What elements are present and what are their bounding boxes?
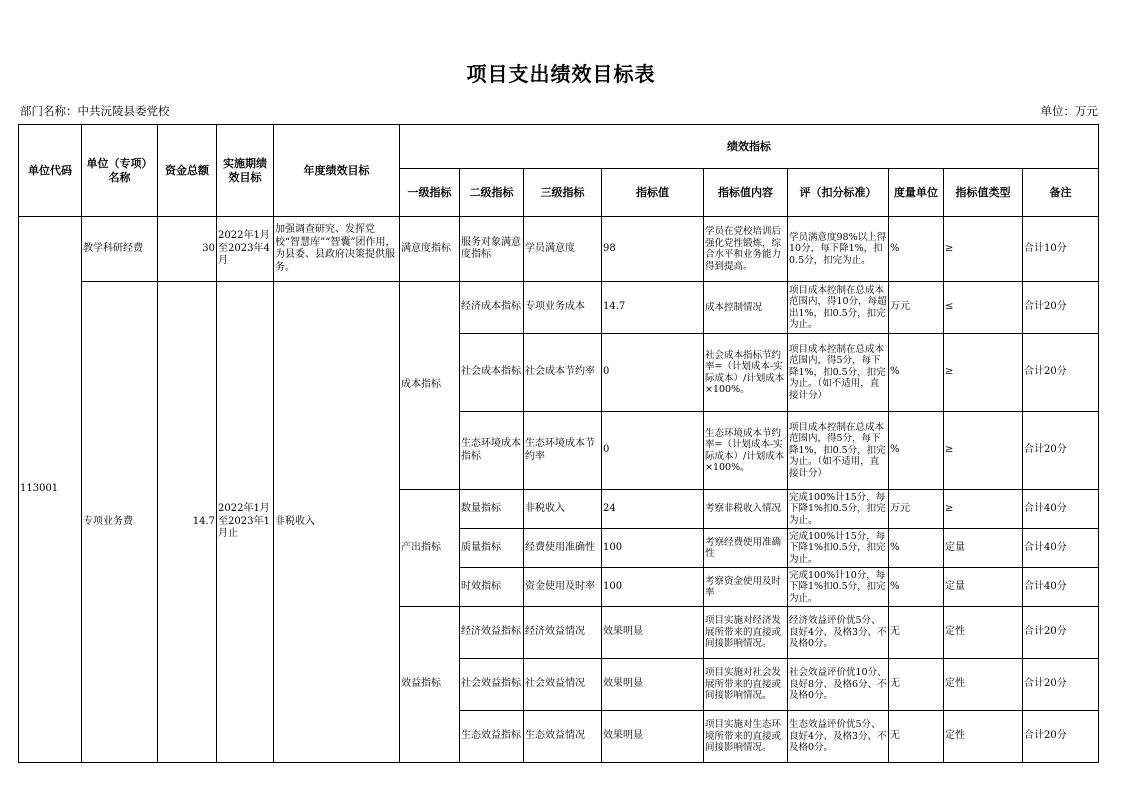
level1-cell: 成本指标	[400, 282, 460, 490]
annual-goal-cell: 加强调查研究、发挥党校“智慧库”“智囊”团作用，为县委、县政府决策提供服务。	[274, 217, 400, 282]
note-cell: 合计40分	[1023, 568, 1099, 607]
level2-cell: 数量指标	[460, 490, 524, 529]
score-cell: 完成100%计15分，每下降1%扣0.5分，扣完为止。	[788, 490, 889, 529]
measure-cell: %	[889, 568, 944, 607]
vtype-cell: 定性	[944, 659, 1023, 711]
measure-cell: 万元	[889, 490, 944, 529]
vtype-cell: ≥	[944, 490, 1023, 529]
value-cell: 100	[602, 529, 704, 568]
header-value-content: 指标值内容	[704, 169, 788, 217]
value-cell: 效果明显	[602, 607, 704, 659]
annual-goal-cell: 非税收入	[274, 282, 400, 763]
header-level2: 二级指标	[460, 169, 524, 217]
value-cell: 0	[602, 412, 704, 490]
project-name-cell: 教学科研经费	[82, 217, 158, 282]
value-cell: 0	[602, 334, 704, 412]
measure-cell: %	[889, 217, 944, 282]
department-name: 部门名称：中共沅陵县委党校	[20, 104, 170, 118]
measure-cell: %	[889, 412, 944, 490]
header-level1: 一级指标	[400, 169, 460, 217]
measure-cell: 无	[889, 659, 944, 711]
level3-cell: 资金使用及时率	[524, 568, 602, 607]
period-cell: 2022年1月至2023年1月止	[217, 282, 274, 763]
header-note: 备注	[1023, 169, 1099, 217]
value-cell: 效果明显	[602, 659, 704, 711]
unit-label: 单位：万元	[1040, 104, 1098, 118]
measure-cell: 万元	[889, 282, 944, 334]
note-cell: 合计40分	[1023, 529, 1099, 568]
content-cell: 考察经费使用准确性	[704, 529, 788, 568]
score-cell: 学员满意度98%以上得10分，每下降1%，扣0.5分，扣完为止。	[788, 217, 889, 282]
header-unit-code: 单位代码	[19, 125, 82, 217]
level2-cell: 生态环境成本指标	[460, 412, 524, 490]
score-cell: 完成100%计15分，每下降1%扣0.5分，扣完为止。	[788, 529, 889, 568]
fund-cell: 30	[158, 217, 217, 282]
table-row	[19, 282, 1099, 334]
value-cell: 100	[602, 568, 704, 607]
level1-cell: 满意度指标	[400, 217, 460, 282]
header-measure-unit: 度量单位	[889, 169, 944, 217]
level2-cell: 社会成本指标	[460, 334, 524, 412]
header-annual-goal: 年度绩效目标	[274, 125, 400, 217]
level3-cell: 生态环境成本节约率	[524, 412, 602, 490]
vtype-cell: ≥	[944, 412, 1023, 490]
level3-cell: 社会成本节约率	[524, 334, 602, 412]
header-level3: 三级指标	[524, 169, 602, 217]
level3-cell: 学员满意度	[524, 217, 602, 282]
score-cell: 社会效益评价优10分、良好8分、及格6分、不及格0分。	[788, 659, 889, 711]
content-cell: 成本控制情况	[704, 282, 788, 334]
project-name-cell: 专项业务费	[82, 282, 158, 763]
content-cell: 考察非税收入情况	[704, 490, 788, 529]
level2-cell: 社会效益指标	[460, 659, 524, 711]
measure-cell: %	[889, 529, 944, 568]
level3-cell: 社会效益情况	[524, 659, 602, 711]
note-cell: 合计40分	[1023, 490, 1099, 529]
table-row	[19, 217, 1099, 282]
page-title: 项目支出绩效目标表	[466, 62, 656, 86]
content-cell: 项目实施对生态环境所带来的直接或间接影响情况。	[704, 711, 788, 763]
vtype-cell: 定性	[944, 711, 1023, 763]
header-indicator-value: 指标值	[602, 169, 704, 217]
header-value-type: 指标值类型	[944, 169, 1023, 217]
header-performance-indicators: 绩效指标	[400, 125, 1099, 169]
note-cell: 合计10分	[1023, 217, 1099, 282]
level3-cell: 生态效益情况	[524, 711, 602, 763]
vtype-cell: ≥	[944, 334, 1023, 412]
level3-cell: 专项业务成本	[524, 282, 602, 334]
level2-cell: 时效指标	[460, 568, 524, 607]
level3-cell: 经济效益情况	[524, 607, 602, 659]
vtype-cell: ≤	[944, 282, 1023, 334]
level1-cell: 效益指标	[400, 607, 460, 763]
vtype-cell: 定性	[944, 607, 1023, 659]
note-cell: 合计20分	[1023, 334, 1099, 412]
vtype-cell: 定量	[944, 568, 1023, 607]
content-cell: 考察资金使用及时率	[704, 568, 788, 607]
level1-cell: 产出指标	[400, 490, 460, 607]
note-cell: 合计20分	[1023, 711, 1099, 763]
value-cell: 效果明显	[602, 711, 704, 763]
note-cell: 合计20分	[1023, 412, 1099, 490]
score-cell: 项目成本控制在总成本范围内，得10分，每超出1%，扣0.5分，扣完为止。	[788, 282, 889, 334]
performance-table	[18, 124, 1099, 763]
level3-cell: 非税收入	[524, 490, 602, 529]
unit-code-cell: 113001	[19, 217, 82, 763]
content-cell: 项目实施对经济发展所带来的直接或间接影响情况。	[704, 607, 788, 659]
period-cell: 2022年1月至2023年4月	[217, 217, 274, 282]
measure-cell: %	[889, 334, 944, 412]
value-cell: 24	[602, 490, 704, 529]
level2-cell: 服务对象满意度指标	[460, 217, 524, 282]
value-cell: 14.7	[602, 282, 704, 334]
value-cell: 98	[602, 217, 704, 282]
note-cell: 合计20分	[1023, 659, 1099, 711]
level2-cell: 生态效益指标	[460, 711, 524, 763]
header-period-goal: 实施期绩效目标	[217, 125, 274, 217]
score-cell: 项目成本控制在总成本范围内，得5分，每下降1%，扣0.5分，扣完为止。（如不适用，直接计分）	[788, 334, 889, 412]
level2-cell: 经济成本指标	[460, 282, 524, 334]
note-cell: 合计20分	[1023, 282, 1099, 334]
note-cell: 合计20分	[1023, 607, 1099, 659]
level2-cell: 质量指标	[460, 529, 524, 568]
header-fund-total: 资金总额	[158, 125, 217, 217]
content-cell: 生态环境成本节约率=（计划成本-实际成本）/计划成本×100%。	[704, 412, 788, 490]
fund-cell: 14.7	[158, 282, 217, 763]
score-cell: 项目成本控制在总成本范围内，得5分，每下降1%，扣0.5分，扣完为止。（如不适用，直接计分）	[788, 412, 889, 490]
score-cell: 完成100%计10分，每下降1%扣0.5分，扣完为止。	[788, 568, 889, 607]
header-unit-name: 单位（专项）名称	[82, 125, 158, 217]
level3-cell: 经费使用准确性	[524, 529, 602, 568]
content-cell: 学员在党校培训后强化党性锻炼，综合水平和业务能力得到提高。	[704, 217, 788, 282]
level2-cell: 经济效益指标	[460, 607, 524, 659]
vtype-cell: ≥	[944, 217, 1023, 282]
content-cell: 项目实施对社会发展所带来的直接或间接影响情况。	[704, 659, 788, 711]
score-cell: 经济效益评价优5分、良好4分、及格3分、不及格0分。	[788, 607, 889, 659]
measure-cell: 无	[889, 607, 944, 659]
vtype-cell: 定量	[944, 529, 1023, 568]
measure-cell: 无	[889, 711, 944, 763]
score-cell: 生态效益评价优5分、良好4分、及格3分、不及格0分。	[788, 711, 889, 763]
header-scoring: 评（扣分标准）	[788, 169, 889, 217]
content-cell: 社会成本指标节约率=（计划成本-实际成本）/计划成本×100%。	[704, 334, 788, 412]
